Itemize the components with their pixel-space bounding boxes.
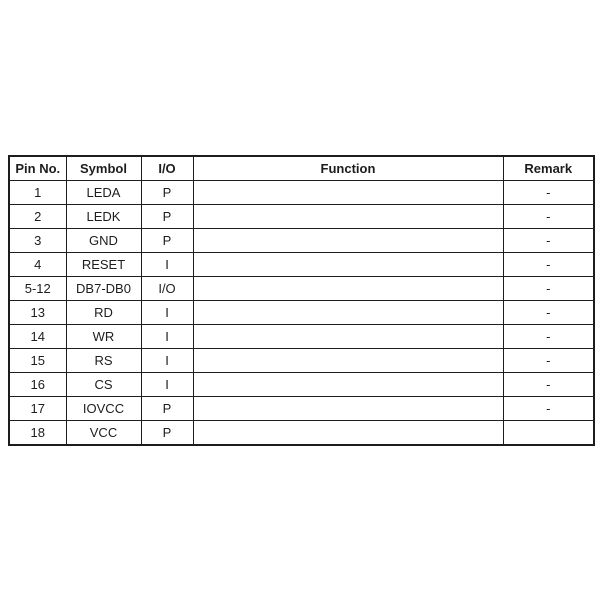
cell-remark: - xyxy=(503,373,594,397)
cell-symbol: IOVCC xyxy=(66,397,141,421)
cell-remark: - xyxy=(503,277,594,301)
cell-function xyxy=(193,421,503,446)
cell-function xyxy=(193,229,503,253)
table-row xyxy=(9,397,594,421)
cell-function xyxy=(193,397,503,421)
cell-remark xyxy=(503,421,594,446)
cell-symbol: GND xyxy=(66,229,141,253)
cell-symbol: DB7-DB0 xyxy=(66,277,141,301)
cell-pin-no: 3 xyxy=(9,229,66,253)
cell-symbol: LEDK xyxy=(66,205,141,229)
cell-io: I/O xyxy=(141,277,193,301)
cell-io: I xyxy=(141,373,193,397)
cell-io: I xyxy=(141,301,193,325)
cell-function xyxy=(193,349,503,373)
cell-remark: - xyxy=(503,349,594,373)
cell-symbol: VCC xyxy=(66,421,141,446)
cell-remark: - xyxy=(503,301,594,325)
cell-function xyxy=(193,325,503,349)
cell-symbol: RD xyxy=(66,301,141,325)
cell-io: I xyxy=(141,253,193,277)
cell-remark: - xyxy=(503,397,594,421)
cell-io: P xyxy=(141,397,193,421)
cell-pin-no: 15 xyxy=(9,349,66,373)
cell-remark: - xyxy=(503,181,594,205)
column-header-symbol: Symbol xyxy=(66,156,141,181)
cell-symbol: RESET xyxy=(66,253,141,277)
table-row xyxy=(9,349,594,373)
cell-pin-no: 16 xyxy=(9,373,66,397)
table-row xyxy=(9,229,594,253)
table-row xyxy=(9,325,594,349)
cell-symbol: WR xyxy=(66,325,141,349)
table-body xyxy=(9,181,594,446)
cell-pin-no: 17 xyxy=(9,397,66,421)
table-row xyxy=(9,205,594,229)
cell-pin-no: 4 xyxy=(9,253,66,277)
cell-remark: - xyxy=(503,229,594,253)
cell-pin-no: 1 xyxy=(9,181,66,205)
table-row xyxy=(9,253,594,277)
cell-io: P xyxy=(141,421,193,446)
column-header-function: Function xyxy=(193,156,503,181)
pin-table xyxy=(8,155,595,446)
cell-function xyxy=(193,301,503,325)
cell-function xyxy=(193,373,503,397)
cell-pin-no: 14 xyxy=(9,325,66,349)
cell-io: P xyxy=(141,229,193,253)
cell-io: P xyxy=(141,205,193,229)
table-header-row xyxy=(9,156,594,181)
cell-pin-no: 5-12 xyxy=(9,277,66,301)
table-row xyxy=(9,181,594,205)
cell-remark: - xyxy=(503,205,594,229)
cell-function xyxy=(193,253,503,277)
cell-function xyxy=(193,277,503,301)
cell-function xyxy=(193,205,503,229)
table-row xyxy=(9,373,594,397)
cell-io: I xyxy=(141,325,193,349)
cell-function xyxy=(193,181,503,205)
table-row xyxy=(9,421,594,446)
column-header-io: I/O xyxy=(141,156,193,181)
pin-description-table xyxy=(8,155,595,446)
column-header-remark: Remark xyxy=(503,156,594,181)
column-header-pin-no: Pin No. xyxy=(9,156,66,181)
cell-pin-no: 2 xyxy=(9,205,66,229)
table-row xyxy=(9,277,594,301)
cell-symbol: LEDA xyxy=(66,181,141,205)
cell-pin-no: 13 xyxy=(9,301,66,325)
cell-symbol: CS xyxy=(66,373,141,397)
cell-symbol: RS xyxy=(66,349,141,373)
cell-io: P xyxy=(141,181,193,205)
table-row xyxy=(9,301,594,325)
cell-pin-no: 18 xyxy=(9,421,66,446)
cell-remark: - xyxy=(503,325,594,349)
cell-remark: - xyxy=(503,253,594,277)
cell-io: I xyxy=(141,349,193,373)
